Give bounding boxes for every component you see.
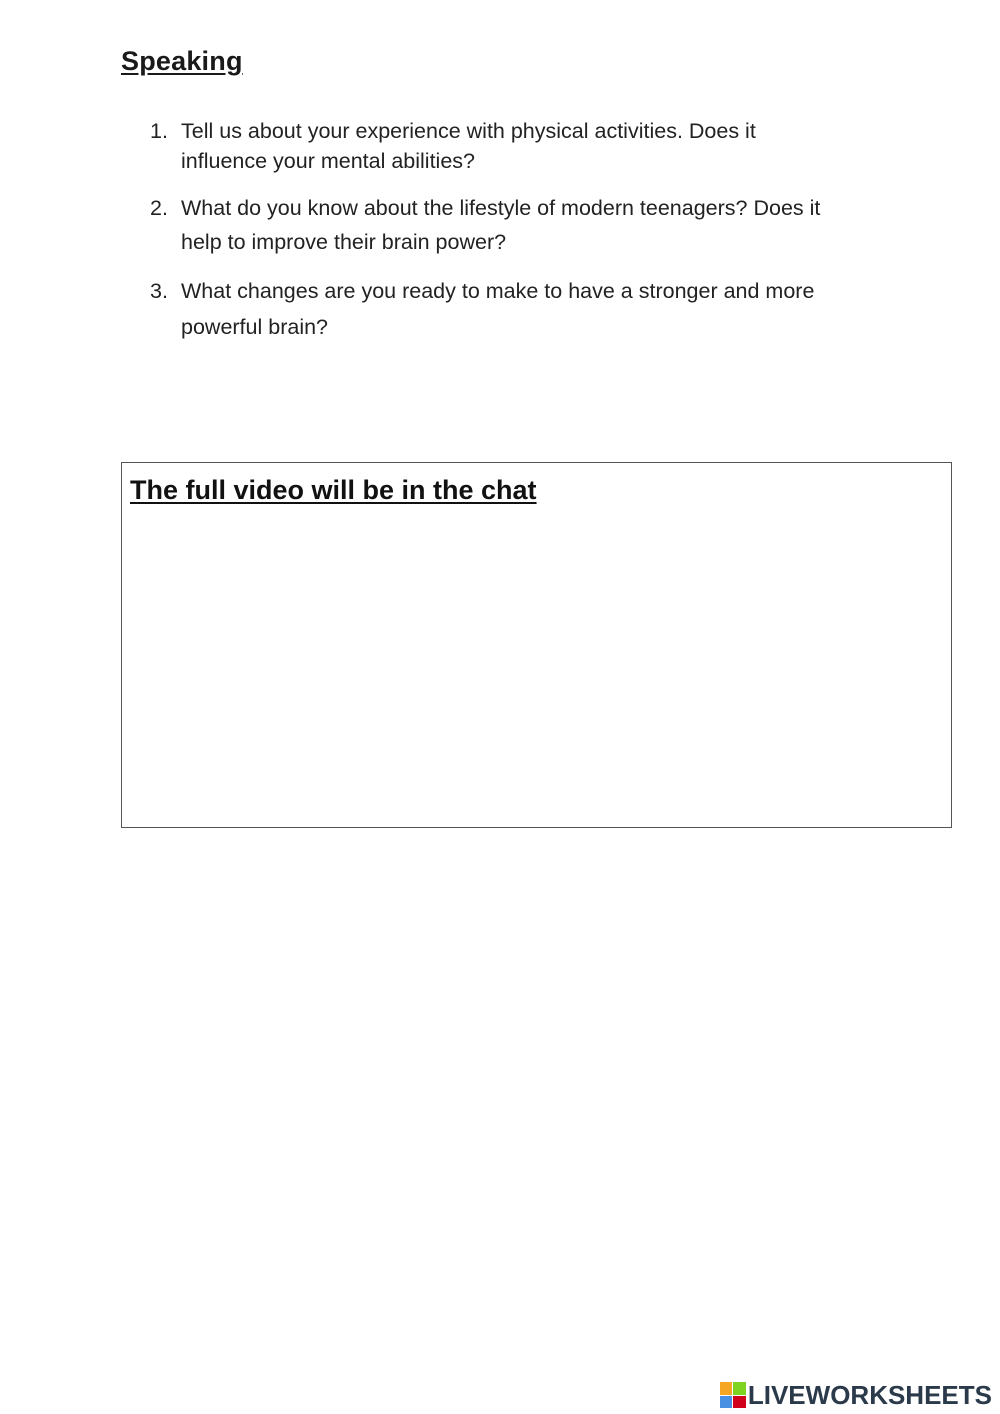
question-line: help to improve their brain power? [181,230,507,254]
question-item [150,191,950,259]
liveworksheets-logo-icon [720,1382,746,1408]
question-number: 3. [150,279,168,303]
question-line: Tell us about your experience with physical activities. Does it [181,119,756,143]
question-line: What changes are you ready to make to have a stronger and more [181,279,815,303]
video-box [121,462,952,828]
question-number: 2. [150,196,168,220]
question-line: influence your mental abilities? [181,149,475,173]
question-line: powerful brain? [181,315,329,339]
liveworksheets-logo [720,1382,992,1408]
section-heading: Speaking [121,46,243,76]
video-box-title: The full video will be in the chat [130,475,537,505]
question-line: What do you know about the lifestyle of modern teenagers? Does it [181,196,821,220]
brand-text: LIVEWORKSHEETS [747,1380,992,1410]
question-list [150,116,950,345]
question-number: 1. [150,119,168,143]
question-item [150,273,950,345]
question-item [150,116,950,176]
